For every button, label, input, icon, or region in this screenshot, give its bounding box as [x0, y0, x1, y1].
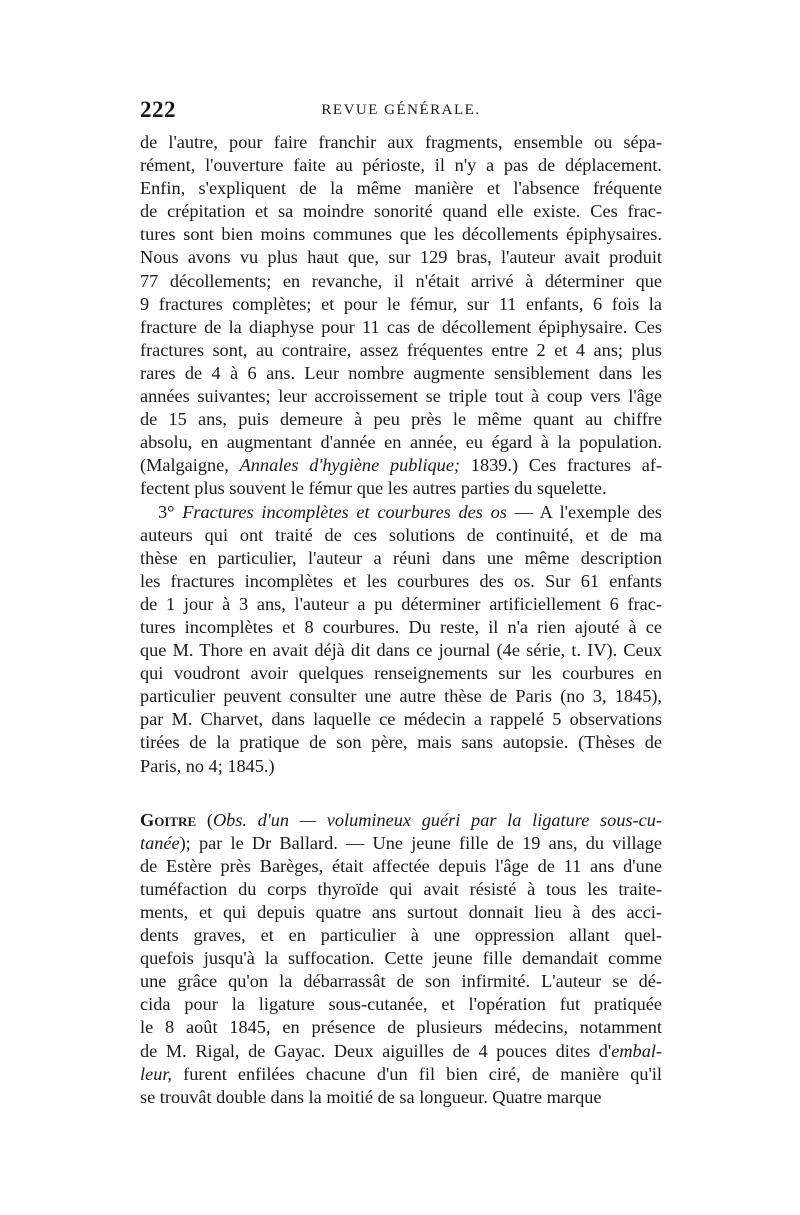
text-line: de 15 ans, puis demeure à peu près le même quant au chiffre — [140, 409, 662, 430]
text-line: fracture de la diaphyse pour 11 cas de décollement épiphysaire. Ces — [140, 316, 662, 337]
text-line: quefois jusqu'à la suffocation. Cette jeune fille demandait comme — [140, 948, 662, 969]
text-line: de l'autre, pour faire franchir aux fragments, ensemble ou sépa- — [140, 132, 662, 152]
paragraph-incomplete-fractures — [140, 501, 662, 778]
text-line — [140, 832, 662, 855]
obs-italic: Obs. d'un — volumineux guéri par la ligature sous-cu- — [212, 809, 662, 830]
obs-rest: ); par le Dr Ballard. — Une jeune fille de 19 ans, du village — [179, 832, 662, 853]
paragraph-goitre — [140, 809, 662, 1109]
section-heading: Fractures incomplètes et courbures des os — [182, 501, 507, 522]
citation-open: (Malgaigne, — [140, 455, 229, 476]
italic-word: embal- — [611, 1040, 662, 1061]
section-heading-line — [140, 501, 662, 524]
page-number: 222 — [140, 97, 176, 122]
text-line: tures incomplètes et 8 courbures. Du reste, il n'a rien ajouté à ce — [140, 616, 662, 637]
text-line: années suivantes; leur accroissement se triple tout à coup vers l'âge — [140, 386, 662, 407]
text-line: thèse en particulier, l'auteur a réuni dans une même description — [140, 547, 662, 568]
text-line: cida pour la ligature sous-cutanée, et l'opération fut pratiquée — [140, 994, 662, 1015]
text-line: Paris, no 4; 1845.) — [140, 755, 275, 776]
text-line: 77 décollements; en revanche, il n'était arrivé à déterminer que — [140, 270, 662, 291]
text-line: tuméfaction du corps thyroïde qui avait résisté à tous les traite- — [140, 878, 662, 899]
text-line: fractures sont, au contraire, assez fréquentes entre 2 et 4 ans; plus — [140, 339, 662, 360]
text-line: de Estère près Barèges, était affectée depuis l'âge de 11 ans d'une — [140, 855, 662, 876]
goitre-title: Goitre — [140, 809, 197, 830]
obs-open: ( — [206, 809, 213, 830]
text-line: rément, l'ouverture faite au périoste, il n'y a pas de déplacement. — [140, 155, 662, 176]
text-line: fectent plus souvent le fémur que les autres parties du squelette. — [140, 478, 607, 499]
obs-italic-cont: tanée — [140, 832, 180, 853]
text-line: dents graves, et en particulier à une oppression allant quel- — [140, 925, 662, 946]
text-line: Enfin, s'expliquent de la même manière et l'absence fréquente — [140, 178, 662, 199]
text-segment: de M. Rigal, de Gayac. Deux aiguilles de 4 pouces dites d' — [140, 1040, 612, 1061]
text-line: le 8 août 1845, en présence de plusieurs médecins, notamment — [140, 1017, 662, 1038]
text-line: se trouvât double dans la moitié de sa longueur. Quatre marque — [140, 1086, 602, 1107]
text-line — [140, 1040, 662, 1063]
text-line: rares de 4 à 6 ans. Leur nombre augmente sensiblement dans les — [140, 362, 662, 383]
text-line: qui voudront avoir quelques renseignements sur les courbures en — [140, 663, 662, 684]
text-line: de 1 jour à 3 ans, l'auteur a pu déterminer artificiellement 6 frac- — [140, 593, 662, 614]
text-line: absolu, en augmentant d'année en année, eu égard à la population. — [140, 432, 662, 453]
text-line: auteurs qui ont traité de ces solutions de continuité, et de ma — [140, 524, 662, 545]
heading-rest: — A l'exemple des — [514, 501, 662, 522]
running-title: REVUE GÉNÉRALE. — [321, 102, 481, 118]
text-line: tirées de la pratique de son père, mais sans autopsie. (Thèses de — [140, 732, 662, 753]
text-segment: furent enfilées chacune d'un fil bien ciré, de manière qu'il — [183, 1063, 662, 1084]
page-header — [140, 97, 662, 127]
paragraph-fractures — [140, 131, 662, 501]
section-marker: 3° — [158, 501, 175, 522]
text-line: une grâce qu'on la débarrassât de son infirmité. L'auteur se dé- — [140, 971, 662, 992]
page-body — [140, 131, 662, 1109]
section-gap — [140, 778, 662, 809]
text-line: que M. Thore en avait déjà dit dans ce journal (4e série, t. IV). Ceux — [140, 640, 662, 661]
text-line: les fractures incomplètes et les courbures des os. Sur 61 enfants — [140, 570, 662, 591]
citation-line — [140, 454, 662, 477]
citation-close: 1839.) Ces fractures af- — [470, 455, 662, 476]
text-line — [140, 1063, 662, 1086]
text-line: par M. Charvet, dans laquelle ce médecin a rappelé 5 observations — [140, 709, 662, 730]
goitre-heading-line — [140, 809, 662, 832]
text-line: tures sont bien moins communes que les décollements épiphysaires. — [140, 224, 662, 245]
text-line: de crépitation et sa moindre sonorité quand elle existe. Ces frac- — [140, 201, 662, 222]
text-line: ments, et qui depuis quatre ans surtout donnait lieu à des acci- — [140, 902, 662, 922]
text-line: particulier peuvent consulter une autre thèse de Paris (no 3, 1845), — [140, 686, 662, 707]
journal-title: Annales d'hygiène publique; — [239, 455, 461, 476]
italic-word: leur, — [140, 1063, 172, 1084]
text-line: Nous avons vu plus haut que, sur 129 bras, l'auteur avait produit — [140, 247, 662, 268]
text-line: 9 fractures complètes; et pour le fémur, sur 11 enfants, 6 fois la — [140, 293, 662, 314]
